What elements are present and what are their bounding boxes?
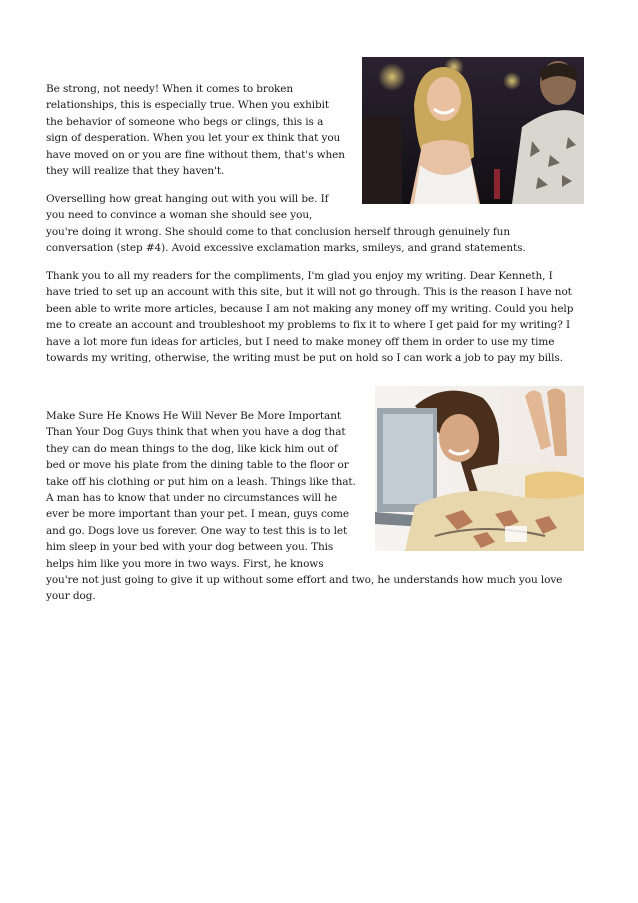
paragraph-be-strong: Be strong, not needy! When it comes to broken relationships, this is especially true. When you exhibit the behavior of someone who begs or clings, this is a sign of desperation. When you let your ex think that you have moved on or you are fine without them, that's when they will realize that they haven't. [46, 83, 345, 178]
paragraph-dog: Make Sure He Knows He Will Never Be More Important Than Your Dog Guys think that when you have a dog that they can do mean things to the dog, like kick him out of bed or move his plate from the dining table to the floor or take off his clothing or put him on a leash. Things like that. A man has to know that under no circumstances will he ever be more important than your pet. I mean, guys come and go. Dogs love us forever. One way to test this is to let him sleep in your bed with your dog between you. This helps him like you more in two ways. First, he knows you're not just going to give it up without some effort and two, he understands how much you love your dog. [46, 410, 563, 603]
photo-woman-laptop [375, 386, 584, 551]
paragraph-overselling: Overselling how great hanging out with you will be. If you need to convince a woman she should see you, you're doing it wrong. She should come to that conclusion herself through genuinely fun conversation (step #4). Avoid excessive exclamation marks, smileys, and grand statements. [46, 193, 526, 255]
photo-couple-bar [362, 57, 584, 204]
paragraph-thank-you: Thank you to all my readers for the compliments, I'm glad you enjoy my writing. Dear Kenneth, I have tried to set up an account with this site, but it will not go through. This is the reason I have not been able to write more articles, because I am not making any money off my writing. Could you help me to create an account and troubleshoot my problems to fix it to where I get paid for my writing? I have a lot more fun ideas for articles, but I need to make money off them in order to use my time towards my writing, otherwise, the writing must be put on hold so I can work a job to pay my bills. [46, 270, 574, 365]
